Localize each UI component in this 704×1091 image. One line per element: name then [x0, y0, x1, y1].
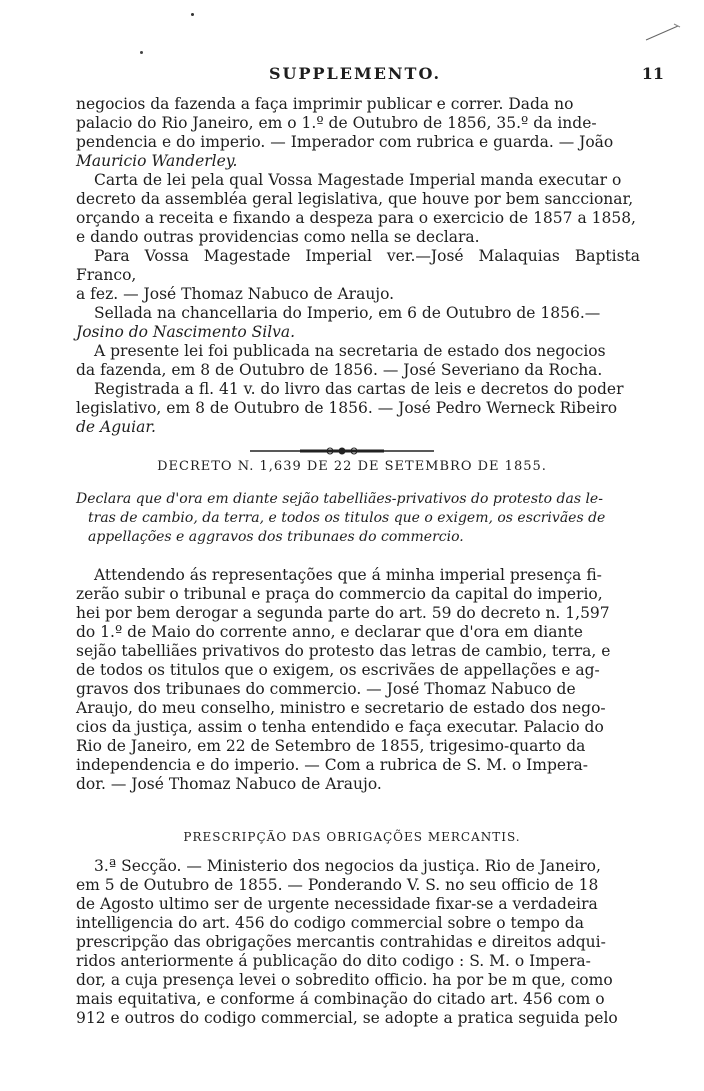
- pencil-mark: [644, 22, 684, 44]
- text-line: Rio de Janeiro, em 22 de Setembro de 1855, trigesimo-quarto da: [76, 737, 586, 755]
- text-line: cios da justiça, assim o tenha entendido e faça executar. Palacio do: [76, 718, 604, 736]
- ink-speck: [140, 51, 143, 54]
- section-body: [76, 857, 640, 1028]
- text-line: Sellada na chancellaria do Imperio, em 6 de Outubro de 1856.—: [94, 304, 601, 322]
- text-line: Mauricio Wanderley.: [76, 152, 238, 170]
- text-line: dor, a cuja presença levei o sobredito officio. ha por be m que, como: [76, 971, 613, 989]
- text-line: independencia e do imperio. — Com a rubrica de S. M. o Impera-: [76, 756, 588, 774]
- law-text-continuation: [76, 95, 640, 437]
- running-header: [40, 64, 670, 88]
- summary-line: Declara que d'ora em diante sejão tabelliães-privativos do protesto das le-: [76, 491, 603, 507]
- page-number: 11: [641, 64, 664, 83]
- text-line: em 5 de Outubro de 1855. — Ponderando V. S. no seu officio de 18: [76, 876, 599, 894]
- text-line: de Aguiar.: [76, 418, 156, 436]
- decree-body: [76, 566, 640, 794]
- text-line: a fez. — José Thomaz Nabuco de Araujo.: [76, 285, 395, 303]
- text-line: decreto da assembléa geral legislativa, que houve por bem sanccionar,: [76, 190, 634, 208]
- text-line: negocios da fazenda a faça imprimir publicar e correr. Dada no: [76, 95, 574, 113]
- text-line: mais equitativa, e conforme á combinação do citado art. 456 com o: [76, 990, 605, 1008]
- text-line: e dando outras providencias como nella se declara.: [76, 228, 480, 246]
- text-line: ridos anteriormente á publicação do dito codigo : S. M. o Impera-: [76, 952, 591, 970]
- text-line: Araujo, do meu conselho, ministro e secretario de estado dos nego-: [76, 699, 606, 717]
- text-line: Josino do Nascimento Silva.: [76, 323, 296, 341]
- text-line: do 1.º de Maio do corrente anno, e declarar que d'ora em diante: [76, 623, 583, 641]
- text-line: Para Vossa Magestade Imperial ver.—José Malaquias Baptista Franco,: [76, 247, 640, 284]
- text-line: intelligencia do art. 456 do codigo commercial sobre o tempo da: [76, 914, 584, 932]
- text-line: palacio do Rio Janeiro, em o 1.º de Outubro de 1856, 35.º da inde-: [76, 114, 597, 132]
- section-heading: PRESCRIPÇÃO DAS OBRIGAÇÕES MERCANTIS.: [183, 830, 521, 844]
- text-line: Registrada a fl. 41 v. do livro das cartas de leis e decretos do poder: [94, 380, 624, 398]
- text-line: de todos os titulos que o exigem, os escrivães de appellações e ag-: [76, 661, 600, 679]
- summary-line: appellações e aggravos dos tribunaes do commercio.: [88, 529, 464, 545]
- text-line: de Agosto ultimo ser de urgente necessidade fixar-se a verdadeira: [76, 895, 598, 913]
- text-line: zerão subir o tribunal e praça do commercio da capital do imperio,: [76, 585, 603, 603]
- text-line: hei por bem derogar a segunda parte do art. 59 do decreto n. 1,597: [76, 604, 610, 622]
- text-line: Attendendo ás representações que á minha imperial presença fi-: [94, 566, 602, 584]
- ink-speck: [191, 13, 194, 16]
- text-line: 3.ª Secção. — Ministerio dos negocios da justiça. Rio de Janeiro,: [94, 857, 601, 875]
- text-line: orçando a receita e fixando a despeza para o exercicio de 1857 a 1858,: [76, 209, 636, 227]
- decree-heading: DECRETO N. 1,639 DE 22 DE SETEMBRO DE 1855.: [157, 459, 547, 474]
- ornamental-rule: [250, 447, 434, 455]
- summary-line: tras de cambio, da terra, e todos os titulos que o exigem, os escrivães de: [88, 510, 606, 526]
- text-line: gravos dos tribunaes do commercio. — José Thomaz Nabuco de: [76, 680, 576, 698]
- page-title: SUPPLEMENTO.: [268, 64, 442, 83]
- text-line: pendencia e do imperio. — Imperador com rubrica e guarda. — João: [76, 133, 614, 151]
- decree-summary: [76, 490, 640, 547]
- text-line: sejão tabelliães privativos do protesto das letras de cambio, terra, e: [76, 642, 611, 660]
- text-line: A presente lei foi publicada na secretaria de estado dos negocios: [94, 342, 606, 360]
- text-line: prescripção das obrigações mercantis contrahidas e direitos adqui-: [76, 933, 606, 951]
- text-line: legislativo, em 8 de Outubro de 1856. — José Pedro Werneck Ribeiro: [76, 399, 618, 417]
- text-line: dor. — José Thomaz Nabuco de Araujo.: [76, 775, 382, 793]
- text-line: da fazenda, em 8 de Outubro de 1856. — José Severiano da Rocha.: [76, 361, 603, 379]
- text-line: 912 e outros do codigo commercial, se adopte a pratica seguida pelo: [76, 1009, 618, 1027]
- text-line: Carta de lei pela qual Vossa Magestade Imperial manda executar o: [94, 171, 622, 189]
